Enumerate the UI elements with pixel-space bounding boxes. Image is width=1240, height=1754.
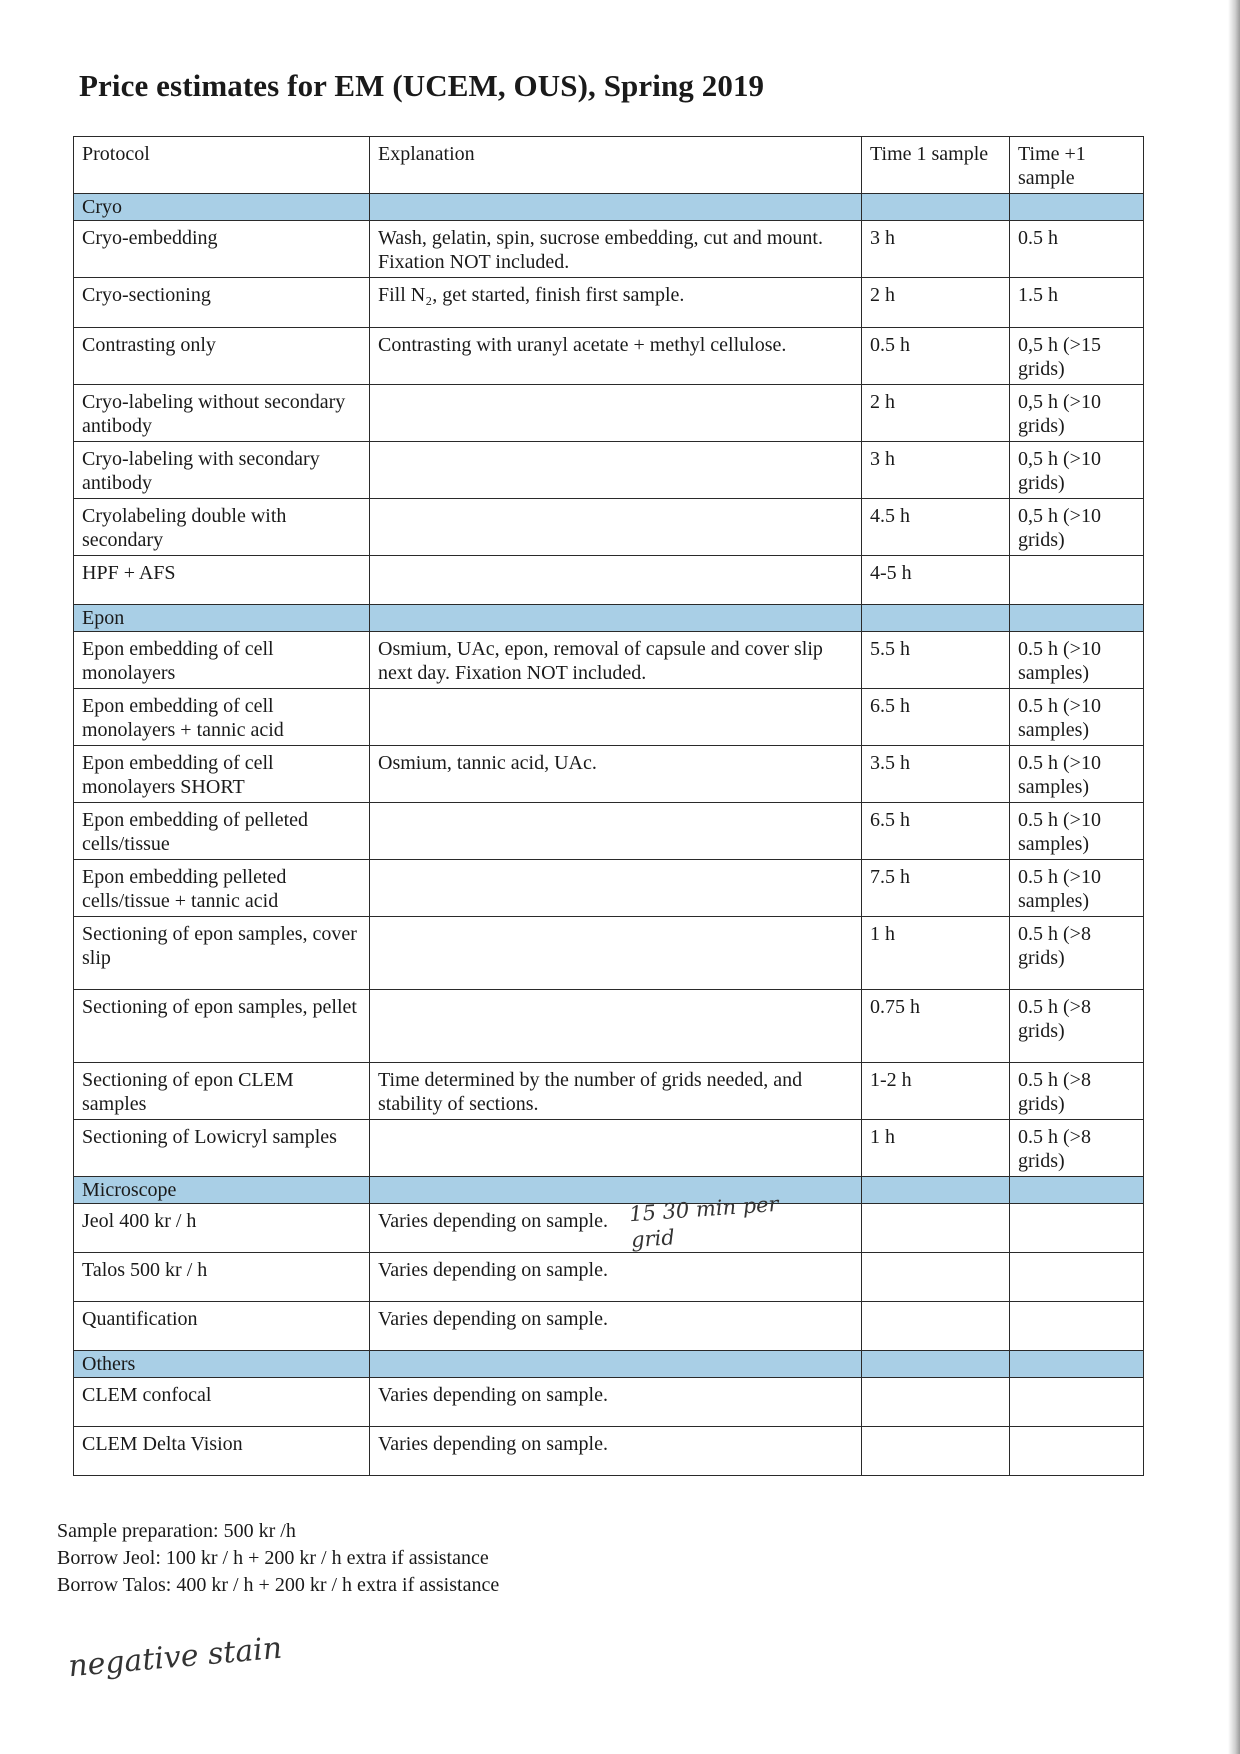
time-plus-1-cell: 0,5 h (>10 grids) <box>1010 385 1144 442</box>
protocol-cell: Jeol 400 kr / h <box>74 1204 370 1253</box>
section-filler-cell <box>1010 1177 1144 1204</box>
time-plus-1-cell: 0.5 h (>10 samples) <box>1010 689 1144 746</box>
protocol-cell: Epon embedding pelleted cells/tissue + tannic acid <box>74 860 370 917</box>
table-row <box>74 1378 1144 1427</box>
protocol-cell: Epon embedding of pelleted cells/tissue <box>74 803 370 860</box>
section-filler-cell <box>1010 1351 1144 1378</box>
time-1-cell: 5.5 h <box>862 632 1010 689</box>
section-title: Epon <box>74 605 370 632</box>
explanation-cell: Wash, gelatin, spin, sucrose embedding, cut and mount. Fixation NOT included. <box>370 221 862 278</box>
table-body <box>74 194 1144 1476</box>
protocol-cell: Cryo-embedding <box>74 221 370 278</box>
time-plus-1-cell: 0.5 h (>10 samples) <box>1010 803 1144 860</box>
protocol-cell: Cryolabeling double with secondary <box>74 499 370 556</box>
explanation-cell: Osmium, UAc, epon, removal of capsule and cover slip next day. Fixation NOT included. <box>370 632 862 689</box>
explanation-cell: Varies depending on sample. <box>370 1378 862 1427</box>
time-plus-1-cell <box>1010 1204 1144 1253</box>
table-row <box>74 278 1144 328</box>
section-filler-cell <box>370 605 862 632</box>
table-row <box>74 803 1144 860</box>
time-1-cell: 2 h <box>862 385 1010 442</box>
time-plus-1-cell <box>1010 1302 1144 1351</box>
footer-sample-preparation: Sample preparation: 500 kr /h <box>57 1520 296 1542</box>
time-plus-1-cell: 0.5 h (>8 grids) <box>1010 990 1144 1063</box>
explanation-cell <box>370 990 862 1063</box>
explanation-cell <box>370 556 862 605</box>
page-edge-shadow <box>1228 0 1240 1754</box>
protocol-cell: Quantification <box>74 1302 370 1351</box>
explanation-cell: Fill N₂, get started, finish first sample. <box>370 278 862 328</box>
section-filler-cell <box>862 1351 1010 1378</box>
time-plus-1-cell <box>1010 556 1144 605</box>
explanation-cell: Varies depending on sample. <box>370 1204 862 1253</box>
section-title: Others <box>74 1351 370 1378</box>
table-row <box>74 632 1144 689</box>
explanation-cell <box>370 803 862 860</box>
time-plus-1-cell <box>1010 1253 1144 1302</box>
protocol-cell: Cryo-labeling without secondary antibody <box>74 385 370 442</box>
section-filler-cell <box>862 1177 1010 1204</box>
section-filler-cell <box>370 1177 862 1204</box>
table-row <box>74 499 1144 556</box>
section-header-row <box>74 1351 1144 1378</box>
table-row <box>74 1427 1144 1476</box>
protocol-cell: Talos 500 kr / h <box>74 1253 370 1302</box>
time-plus-1-cell: 0.5 h (>10 samples) <box>1010 860 1144 917</box>
section-filler-cell <box>862 605 1010 632</box>
table-row <box>74 221 1144 278</box>
time-1-cell <box>862 1253 1010 1302</box>
time-1-cell: 2 h <box>862 278 1010 328</box>
header-time-plus-1-sample: Time +1 sample <box>1010 137 1144 194</box>
protocol-cell: CLEM Delta Vision <box>74 1427 370 1476</box>
time-1-cell: 4.5 h <box>862 499 1010 556</box>
time-1-cell: 3 h <box>862 221 1010 278</box>
section-title: Cryo <box>74 194 370 221</box>
table-row <box>74 689 1144 746</box>
time-1-cell: 4-5 h <box>862 556 1010 605</box>
explanation-cell: Varies depending on sample. <box>370 1253 862 1302</box>
explanation-cell <box>370 689 862 746</box>
protocol-cell: Sectioning of epon CLEM samples <box>74 1063 370 1120</box>
table-row <box>74 328 1144 385</box>
protocol-cell: Epon embedding of cell monolayers SHORT <box>74 746 370 803</box>
handwritten-note-negative-stain: negative stain <box>66 1630 284 1685</box>
time-1-cell <box>862 1204 1010 1253</box>
table-row <box>74 1302 1144 1351</box>
time-plus-1-cell: 0.5 h (>10 samples) <box>1010 746 1144 803</box>
protocol-cell: Sectioning of epon samples, cover slip <box>74 917 370 990</box>
section-header-row <box>74 605 1144 632</box>
explanation-cell: Contrasting with uranyl acetate + methyl cellulose. <box>370 328 862 385</box>
section-header-row <box>74 194 1144 221</box>
footer-pricing <box>57 1518 499 1599</box>
explanation-cell <box>370 499 862 556</box>
section-filler-cell <box>370 1351 862 1378</box>
explanation-cell <box>370 442 862 499</box>
protocol-cell: Sectioning of Lowicryl samples <box>74 1120 370 1177</box>
explanation-cell: Varies depending on sample. <box>370 1302 862 1351</box>
time-1-cell: 6.5 h <box>862 689 1010 746</box>
price-table <box>73 136 1144 1476</box>
section-header-row <box>74 1177 1144 1204</box>
table-row <box>74 442 1144 499</box>
protocol-cell: Epon embedding of cell monolayers + tannic acid <box>74 689 370 746</box>
table-row <box>74 860 1144 917</box>
time-1-cell <box>862 1427 1010 1476</box>
table-row <box>74 1120 1144 1177</box>
document-title: Price estimates for EM (UCEM, OUS), Spring 2019 <box>79 68 765 103</box>
protocol-cell: CLEM confocal <box>74 1378 370 1427</box>
explanation-cell: Time determined by the number of grids needed, and stability of sections. <box>370 1063 862 1120</box>
table-row <box>74 1063 1144 1120</box>
section-title: Microscope <box>74 1177 370 1204</box>
table-header-row <box>74 137 1144 194</box>
explanation-cell <box>370 917 862 990</box>
time-plus-1-cell: 0.5 h (>8 grids) <box>1010 1063 1144 1120</box>
time-plus-1-cell: 0.5 h <box>1010 221 1144 278</box>
section-filler-cell <box>1010 605 1144 632</box>
protocol-cell: Cryo-labeling with secondary antibody <box>74 442 370 499</box>
protocol-cell: Cryo-sectioning <box>74 278 370 328</box>
section-filler-cell <box>862 194 1010 221</box>
time-1-cell: 1 h <box>862 917 1010 990</box>
time-1-cell: 1 h <box>862 1120 1010 1177</box>
table-row <box>74 746 1144 803</box>
table-row <box>74 917 1144 990</box>
handwritten-note-jeol: 15 30 min per grid <box>628 1191 780 1253</box>
time-1-cell: 3.5 h <box>862 746 1010 803</box>
time-plus-1-cell: 0.5 h (>8 grids) <box>1010 917 1144 990</box>
time-1-cell <box>862 1378 1010 1427</box>
time-1-cell: 0.75 h <box>862 990 1010 1063</box>
protocol-cell: Epon embedding of cell monolayers <box>74 632 370 689</box>
time-plus-1-cell: 0,5 h (>10 grids) <box>1010 442 1144 499</box>
protocol-cell: Sectioning of epon samples, pellet <box>74 990 370 1063</box>
explanation-cell <box>370 1120 862 1177</box>
header-protocol: Protocol <box>74 137 370 194</box>
explanation-cell <box>370 385 862 442</box>
time-1-cell: 1-2 h <box>862 1063 1010 1120</box>
time-1-cell: 7.5 h <box>862 860 1010 917</box>
footer-borrow-jeol: Borrow Jeol: 100 kr / h + 200 kr / h extra if assistance <box>57 1547 489 1569</box>
time-plus-1-cell: 0,5 h (>10 grids) <box>1010 499 1144 556</box>
protocol-cell: Contrasting only <box>74 328 370 385</box>
time-plus-1-cell: 1.5 h <box>1010 278 1144 328</box>
section-filler-cell <box>370 194 862 221</box>
header-time-1-sample: Time 1 sample <box>862 137 1010 194</box>
section-filler-cell <box>1010 194 1144 221</box>
time-plus-1-cell <box>1010 1378 1144 1427</box>
table-row <box>74 556 1144 605</box>
header-explanation: Explanation <box>370 137 862 194</box>
protocol-cell: HPF + AFS <box>74 556 370 605</box>
footer-borrow-talos: Borrow Talos: 400 kr / h + 200 kr / h extra if assistance <box>57 1574 500 1596</box>
table-row <box>74 1204 1144 1253</box>
explanation-cell: Osmium, tannic acid, UAc. <box>370 746 862 803</box>
time-1-cell: 0.5 h <box>862 328 1010 385</box>
explanation-cell <box>370 860 862 917</box>
table-row <box>74 990 1144 1063</box>
time-1-cell: 6.5 h <box>862 803 1010 860</box>
table-row <box>74 385 1144 442</box>
time-plus-1-cell: 0,5 h (>15 grids) <box>1010 328 1144 385</box>
explanation-cell: Varies depending on sample. <box>370 1427 862 1476</box>
time-plus-1-cell: 0.5 h (>8 grids) <box>1010 1120 1144 1177</box>
time-1-cell <box>862 1302 1010 1351</box>
table-row <box>74 1253 1144 1302</box>
time-plus-1-cell: 0.5 h (>10 samples) <box>1010 632 1144 689</box>
time-1-cell: 3 h <box>862 442 1010 499</box>
time-plus-1-cell <box>1010 1427 1144 1476</box>
